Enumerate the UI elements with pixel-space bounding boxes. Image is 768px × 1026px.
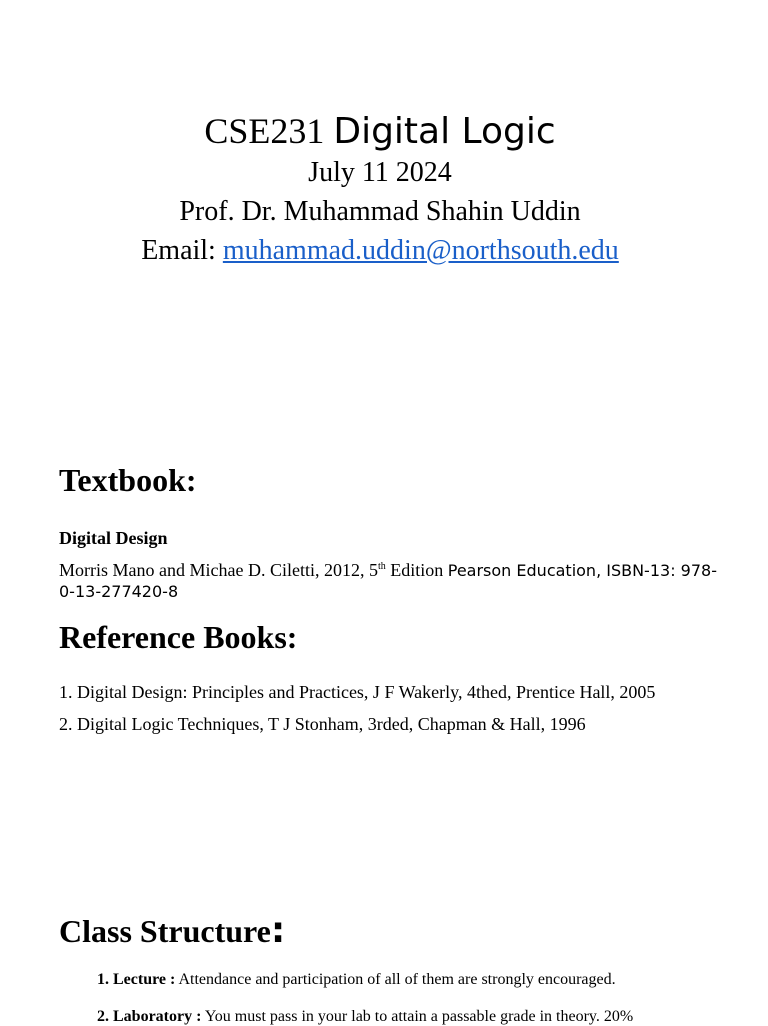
- email-label: Email:: [141, 235, 216, 266]
- instructor-name: Prof. Dr. Muhammad Shahin Uddin: [179, 196, 581, 227]
- textbook-heading: Textbook:: [59, 462, 197, 498]
- class-structure-label: 1. Lecture :: [97, 971, 176, 988]
- reference-heading: Reference Books:: [59, 619, 298, 655]
- class-structure-colon: :: [270, 910, 286, 951]
- class-structure-label: 2. Laboratory :: [97, 1008, 202, 1025]
- class-structure-text: You must pass in your lab to attain a passable grade in theory. 20%: [201, 1008, 634, 1025]
- class-structure-item: [97, 971, 616, 989]
- textbook-publisher: Pearson Education, ISBN-13: 978-0-13-277420-8: [59, 561, 717, 601]
- reference-item: 1. Digital Design: Principles and Practices, J F Wakerly, 4thed, Prentice Hall, 2005: [59, 682, 656, 702]
- textbook-authors: Morris Mano and Michae D. Ciletti, 2012, 5: [59, 560, 378, 580]
- email-link[interactable]: muhammad.uddin@northsouth.edu: [222, 235, 619, 266]
- course-name: Digital Logic: [333, 111, 556, 152]
- textbook-title: Digital Design: [59, 528, 168, 548]
- textbook-edition: Edition: [385, 560, 448, 580]
- class-structure-text: Attendance and participation of all of them are strongly encouraged.: [175, 971, 616, 988]
- reference-item: 2. Digital Logic Techniques, T J Stonham, 3rded, Chapman & Hall, 1996: [59, 714, 586, 734]
- course-code: CSE231: [204, 111, 325, 151]
- instructor-email: [0, 235, 760, 267]
- course-title: [0, 110, 760, 152]
- lecture-date: July 11 2024: [308, 157, 452, 188]
- class-structure-item: [97, 1008, 633, 1026]
- class-structure-heading-text: Class Structure: [59, 913, 271, 949]
- class-structure-heading: [59, 910, 285, 951]
- textbook-description: [59, 556, 719, 602]
- textbook-edition-sup: th: [377, 561, 386, 572]
